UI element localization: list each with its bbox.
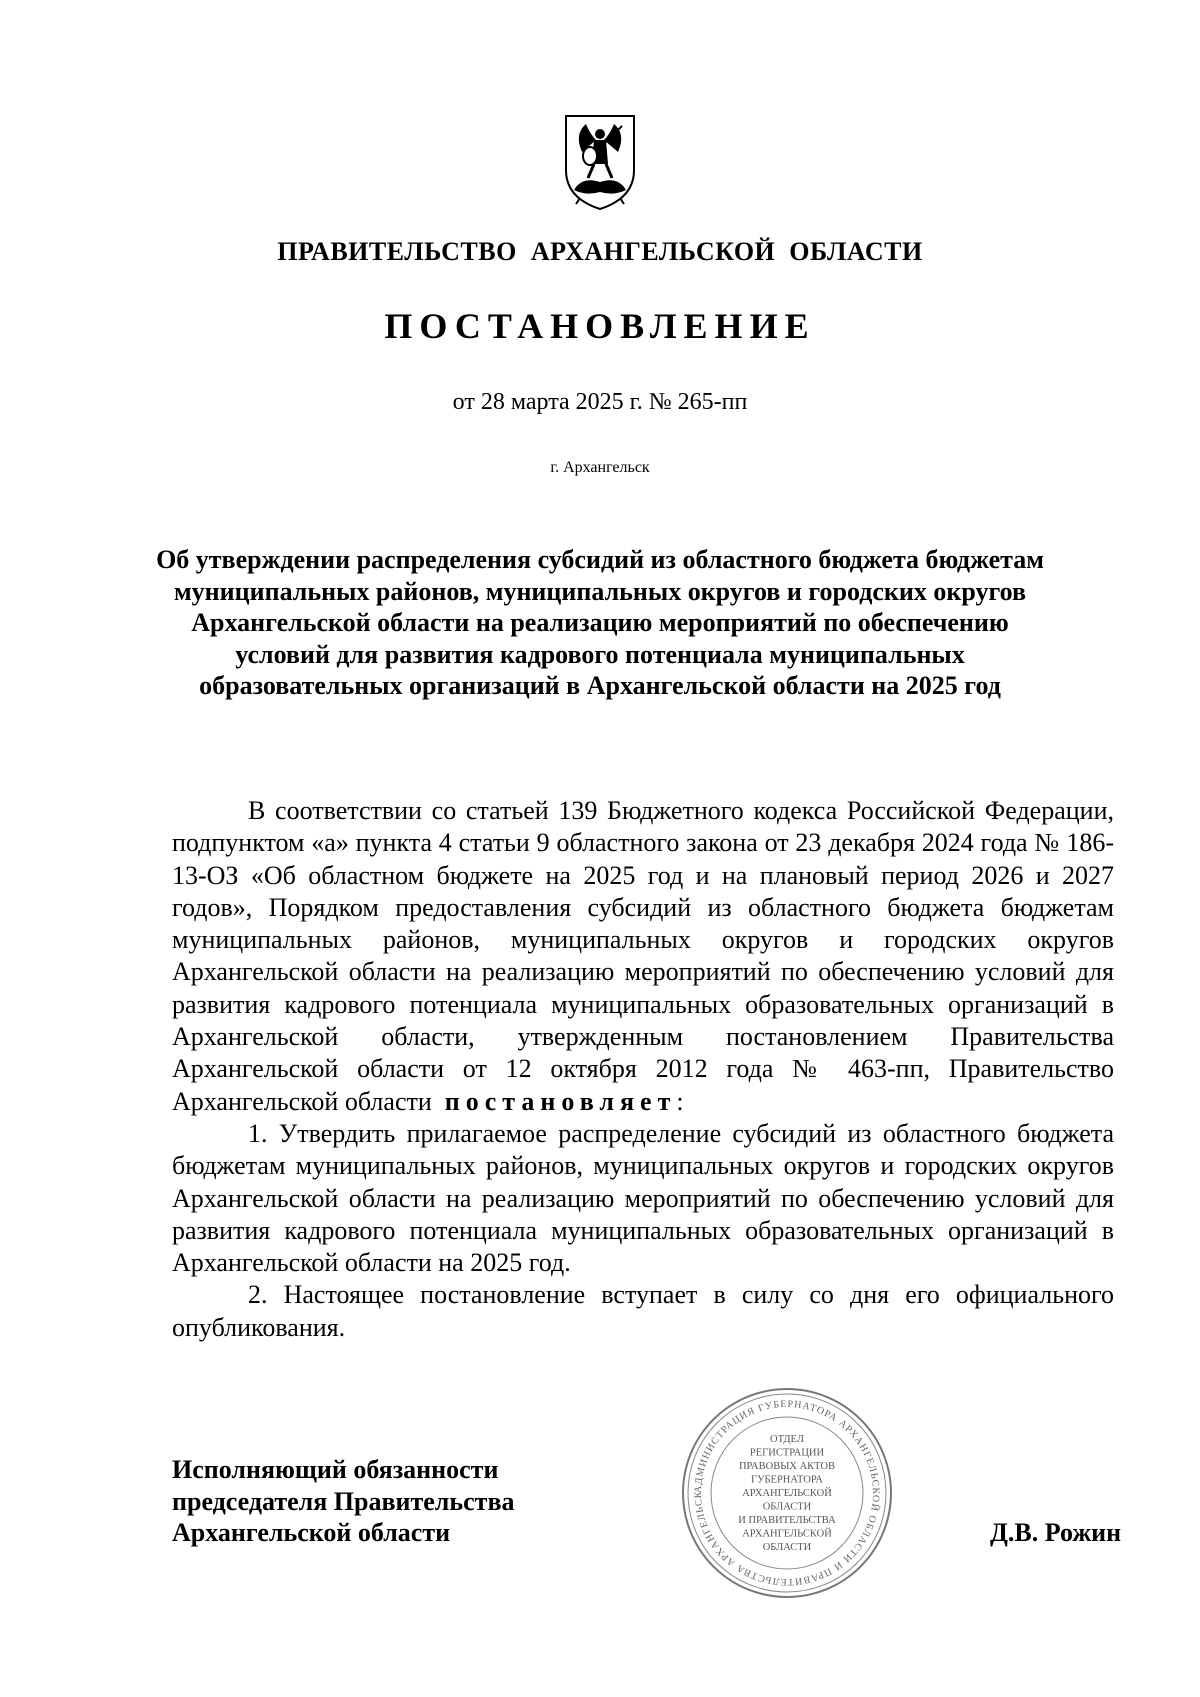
stamp-ring-text: АДМИНИСТРАЦИЯ ГУБЕРНАТОРА АРХАНГЕЛЬСКОЙ ОБЛАСТИ И ПРАВИТЕЛЬСТВА АРХАНГЕЛЬСК [692, 1398, 882, 1588]
stamp-inner-line: АРХАНГЕЛЬСКОЙ [742, 1488, 832, 1499]
stamp-inner-line: РЕГИСТРАЦИИ [749, 1447, 825, 1459]
svg-text:АДМИНИСТРАЦИЯ ГУБЕРНАТОРА АРХА [680, 1386, 881, 1587]
official-stamp-icon [680, 1386, 894, 1600]
position-line-2: председателя Правительства [172, 1486, 515, 1516]
document-subject: Об утверждении распределения субсидий из областного бюджета бюджетам муниципальных районов, муниципальных округов и городских округов Архангельской области на реализацию мероприятий по обеспечению условий для развития кадрового потенциала муниципальных образовательных организаций в Архангельской области на 2025 год [156, 545, 1044, 700]
item-1: 1. Утвердить прилагаемое распределение субсидий из областного бюджета бюджетам муниципальных районов, муниципальных округов и городских округов Архангельской области на реализацию мероприятий по обеспечению условий для развития кадрового потенциала муниципальных образовательных организаций в Архангельской области на 2025 год. [172, 1118, 1114, 1278]
city: г. Архангельск [550, 459, 650, 476]
government-title: ПРАВИТЕЛЬСТВО АРХАНГЕЛЬСКОЙ ОБЛАСТИ [277, 237, 923, 266]
position-line-3: Архангельской области [172, 1518, 451, 1547]
stamp-inner-line: ОБЛАСТИ [762, 1501, 812, 1513]
stamp-inner-line: ПРАВОВЫХ АКТОВ [738, 1461, 836, 1472]
stamp-inner-line: ГУБЕРНАТОРА [751, 1474, 823, 1486]
signatory-position [172, 1454, 515, 1549]
stamp-inner-line: АРХАНГЕЛЬСКОЙ [742, 1528, 832, 1540]
document-body [172, 795, 1114, 1344]
preamble-text: В соответствии со статьей 139 Бюджетного кодекса Российской Федерации, подпунктом «а» пункта 4 статьи 9 областного закона от 23 декабря 2024 года № 186-13-ОЗ «Об областном бюджете на 2025 год и на плановый период 2026 и 2027 годов», Порядком предоставления субсидий из областного бюджета бюджетам муниципальных районов, муниципальных округов и городских округов Архангельской области на реализацию мероприятий по обеспечению условий для развития кадрового потенциала муниципальных образовательных организаций в Архангельской области, утвержденным постановлением Правительства Архангельской области от 12 октября 2012 года № 463-пп, Правительство Архангельской области [172, 796, 1114, 1116]
preamble-paragraph [172, 795, 1114, 1118]
decree-colon: : [676, 1086, 684, 1116]
stamp-inner-line: ОТДЕЛ [770, 1434, 804, 1445]
signatory-name: Д.В. Рожин [990, 1518, 1122, 1547]
stamp-inner-line: И ПРАВИТЕЛЬСТВА [738, 1515, 836, 1526]
stamp-inner-line: ОБЛАСТИ [762, 1542, 812, 1553]
item-2: 2. Настоящее постановление вступает в силу со дня его официального опубликования. [172, 1280, 1114, 1342]
document-type: ПОСТАНОВЛЕНИЕ [384, 306, 816, 346]
position-line-1: Исполняющий обязанности [172, 1455, 499, 1484]
coat-of-arms-icon [560, 112, 640, 212]
date-and-number: от 28 марта 2025 г. № 265-пп [452, 389, 748, 415]
decree-word: постановляет [444, 1086, 677, 1116]
